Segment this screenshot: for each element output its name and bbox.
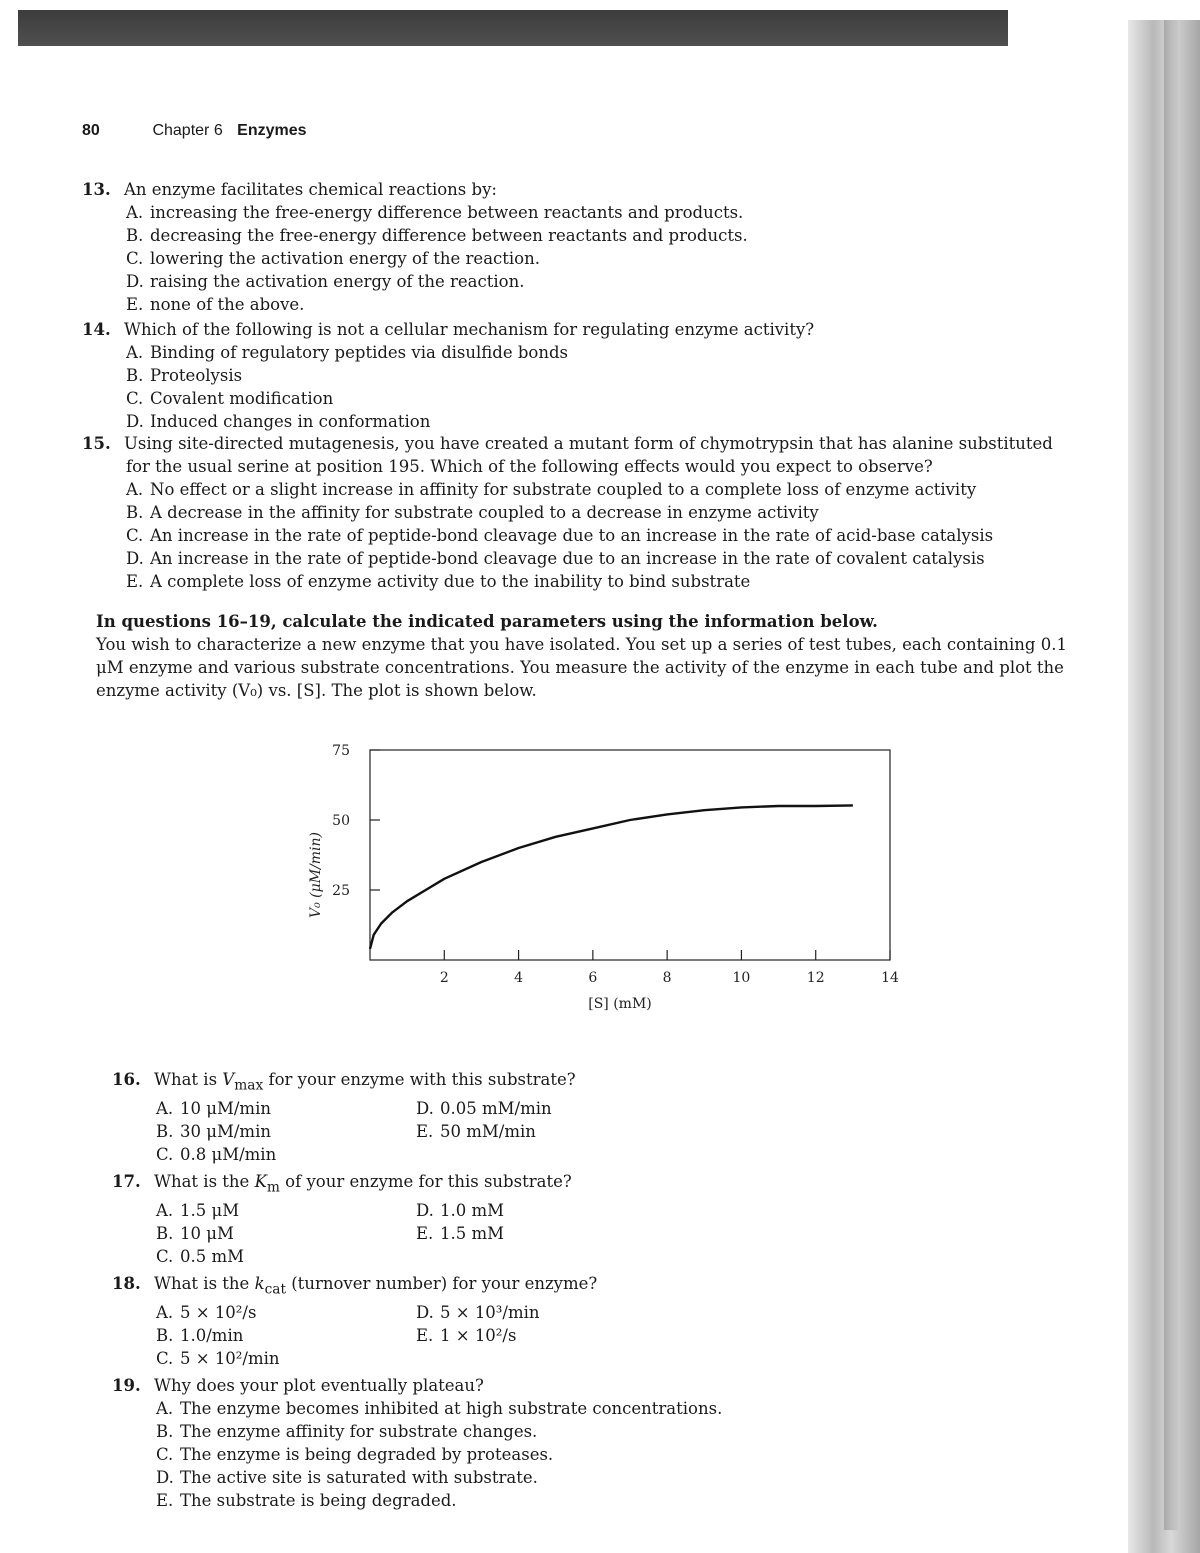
option-18b: B. 1.0/min [156,1326,244,1346]
x-tick-label: 4 [514,970,524,986]
question-16: 16. What is $V_{max}$ for your enzyme with this substrate? A. 10 μM/min B. 30 μM/min C. 0.8 μM/min D. 0.05 mM/min E. 50 mM/min [112,1068,1112,1166]
option-15a: A. No effect or a slight increase in affinity for substrate coupled to a complete loss of enzyme activity [126,480,977,499]
option-15b: B. A decrease in the affinity for substrate coupled to a decrease in enzyme activity [126,503,819,522]
question-17: 17. What is the $K_m$ of your enzyme for this substrate? A. 1.5 μM B. 10 μM C. 0.5 mM D. 1.0 mM E. 1.5 mM [112,1170,1112,1268]
michaelis-menten-chart [290,735,900,1035]
option-19e: E. The substrate is being degraded. [156,1491,457,1510]
option-16d: D. 0.05 mM/min [416,1099,552,1119]
scan-shadow-top [18,10,1008,46]
intro-line: enzyme activity (V₀) vs. [S]. The plot is shown below. [96,681,537,700]
question-18: 18. What is the $k_{cat}$ (turnover number) for your enzyme? A. 5 × 10²/s B. 1.0/min C. 5 × 10²/min D. 5 × 10³/min E. 1 × 10²/s [112,1272,1112,1370]
intro-heading: In questions 16–19, calculate the indicated parameters using the information below. [96,612,878,631]
page-header [82,122,307,140]
option-16b: B. 30 μM/min [156,1122,271,1142]
option-15e: E. A complete loss of enzyme activity due to the inability to bind substrate [126,572,751,591]
question-stem: 15. Using site-directed mutagenesis, you have created a mutant form of chymotrypsin that has alanine substituted [82,434,1053,453]
option-17d: D. 1.0 mM [416,1201,505,1221]
option-14b: B. Proteolysis [126,366,243,385]
question-13 [82,178,1082,316]
intro-line: You wish to characterize a new enzyme that you have isolated. You set up a series of test tubes, each containing 0.1 [96,635,1067,654]
question-14 [82,318,1082,433]
option-16c: C. 0.8 μM/min [156,1145,277,1165]
plot-frame [370,750,890,960]
question-stem: 14. Which of the following is not a cellular mechanism for regulating enzyme activity? [82,320,815,339]
chapter-title: Enzymes [237,122,307,139]
y-tick-label: 75 [332,743,350,759]
option-17e: E. 1.5 mM [416,1224,505,1244]
x-tick-label: 6 [588,970,598,986]
velocity-curve [370,805,853,948]
x-tick-label: 12 [806,970,825,986]
x-tick-label: 10 [732,970,751,986]
x-tick-label: 2 [439,970,449,986]
option-19b: B. The enzyme affinity for substrate changes. [156,1422,538,1441]
option-17b: B. 10 μM [156,1224,234,1244]
y-axis-label: V₀ (μM/min) [308,831,324,919]
x-tick-label: 14 [881,970,899,986]
option-19d: D. The active site is saturated with substrate. [156,1468,538,1487]
intro-line: μM enzyme and various substrate concentrations. You measure the activity of the enzyme in each tube and plot the [96,658,1064,677]
option-13c: C. lowering the activation energy of the reaction. [126,249,540,268]
option-18c: C. 5 × 10²/min [156,1349,280,1369]
option-13e: E. none of the above. [126,295,305,314]
option-13a: A. increasing the free-energy difference between reactants and products. [126,203,744,222]
y-tick-label: 25 [332,883,350,899]
option-17c: C. 0.5 mM [156,1247,245,1267]
option-16e: E. 50 mM/min [416,1122,536,1142]
page-number: 80 [82,122,100,139]
y-tick-label: 50 [332,813,350,829]
question-stem-cont: for the usual serine at position 195. Which of the following effects would you expect to observe? [126,457,933,476]
option-16a: A. 10 μM/min [156,1099,271,1119]
question-stem: 13. An enzyme facilitates chemical reactions by: [82,180,497,199]
option-18d: D. 5 × 10³/min [416,1303,540,1323]
option-19a: A. The enzyme becomes inhibited at high substrate concentrations. [156,1399,723,1418]
question-15 [82,432,1082,593]
question-19: 19. Why does your plot eventually plateau? A. The enzyme becomes inhibited at high substrate concentrations. B. The enzyme affinity for substrate changes. C. The enzyme is being degraded by proteases. D. The active site is saturated with substrate. E. The substrate is being degraded. [112,1374,1112,1512]
option-14c: C. Covalent modification [126,389,334,408]
scan-binding-edge [1164,20,1178,1530]
calculation-intro [96,610,1086,702]
option-13d: D. raising the activation energy of the reaction. [126,272,525,291]
option-15c: C. An increase in the rate of peptide-bond cleavage due to an increase in the rate of acid-base catalysis [126,526,994,545]
x-axis-label: [S] (mM) [588,996,652,1012]
option-15d: D. An increase in the rate of peptide-bond cleavage due to an increase in the rate of covalent catalysis [126,549,985,568]
option-17a: A. 1.5 μM [156,1201,240,1221]
option-19c: C. The enzyme is being degraded by proteases. [156,1445,554,1464]
option-18e: E. 1 × 10²/s [416,1326,517,1346]
option-18a: A. 5 × 10²/s [156,1303,257,1323]
x-tick-label: 8 [662,970,672,986]
option-14a: A. Binding of regulatory peptides via disulfide bonds [126,343,569,362]
chapter-label: Chapter 6 [152,122,223,139]
option-14d: D. Induced changes in conformation [126,412,431,431]
option-13b: B. decreasing the free-energy difference between reactants and products. [126,226,748,245]
